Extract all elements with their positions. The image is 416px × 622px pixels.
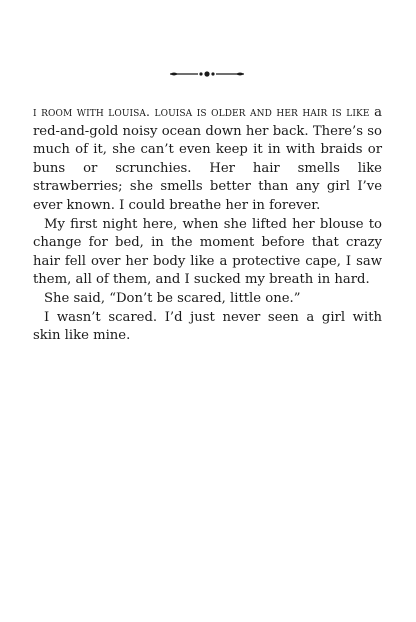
flourish-divider-icon [168,68,246,80]
chapter-text [33,103,382,346]
paragraph: She said, “Don’t be scared, little one.” [44,290,301,306]
opening-paragraph-text: a red-and-gold noisy ocean down her back. There’s so much of it, she can’t even keep it in with braids or buns or scrunchies. Her hair smells like strawberries; she smells better than any girl I’ve ever known. I could breathe her in forever. [33,105,382,213]
paragraph: I wasn’t scared. I’d just never seen a girl with skin like mine. [33,309,382,344]
opening-smallcaps: i room with louisa. louisa is older and her hair is like [33,104,370,119]
opening-paragraph [33,103,382,216]
paragraph: My first night here, when she lifted her blouse to change for bed, in the moment before that crazy hair fell over her body like a protective cape, I saw them, all of them, and I sucked my breath in hard. [33,216,382,288]
